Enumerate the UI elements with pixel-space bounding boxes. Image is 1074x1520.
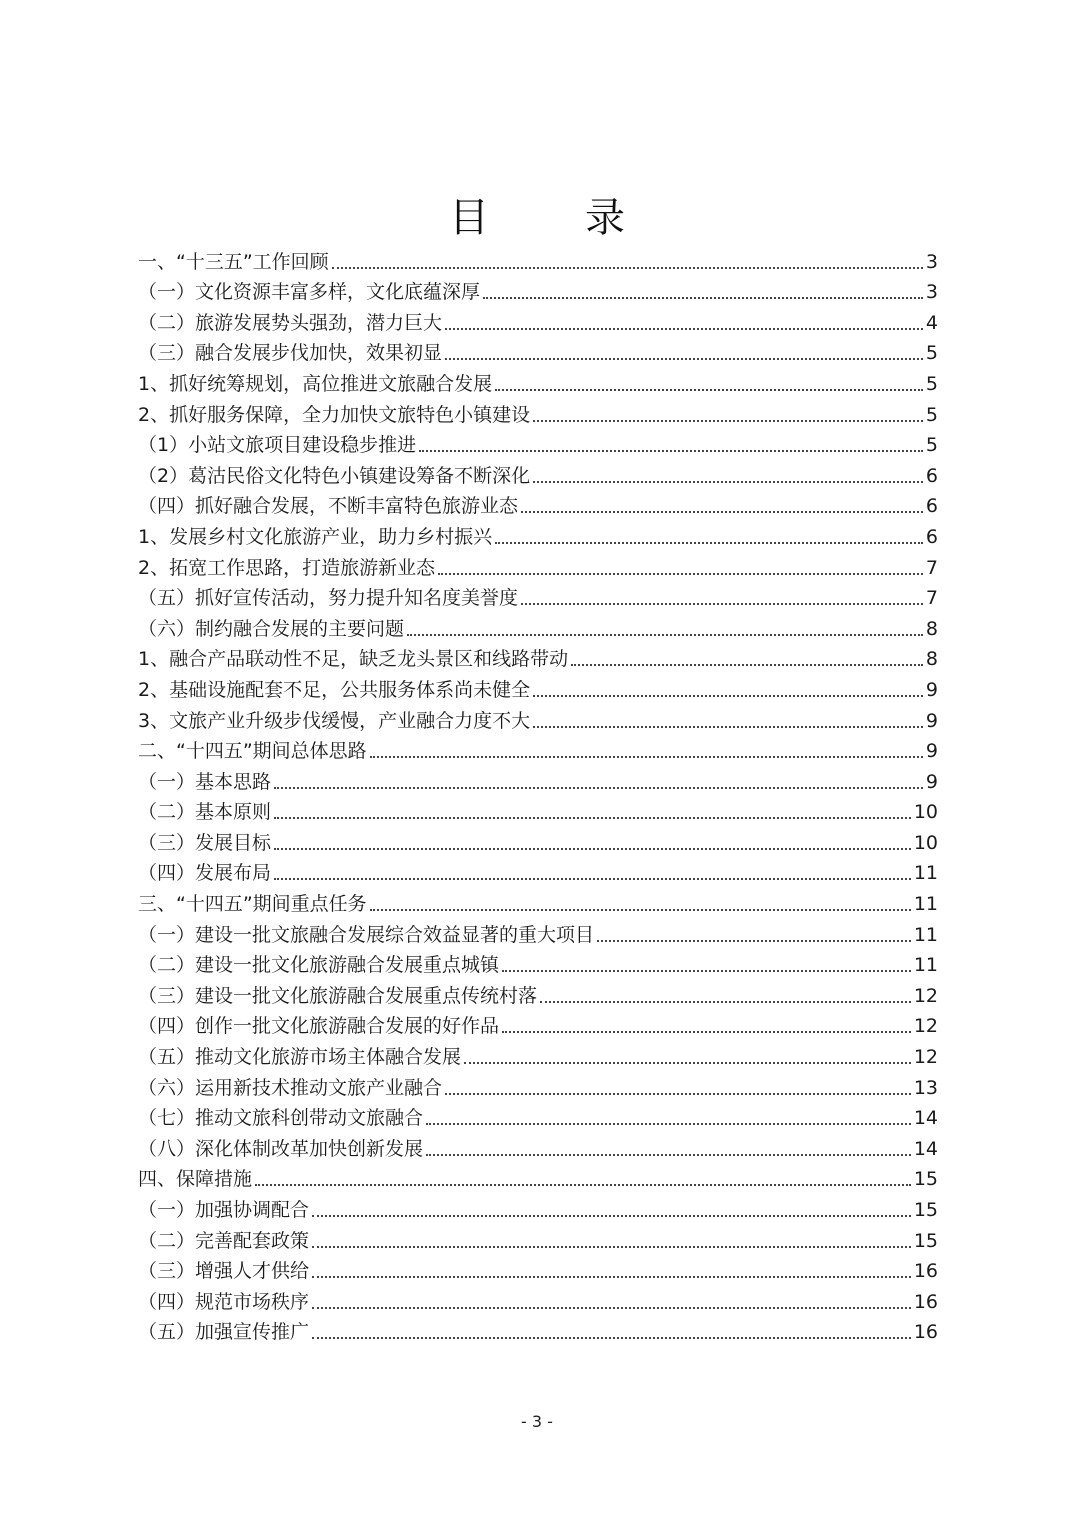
toc-entry-title: （六）运用新技术推动文旅产业融合	[138, 1076, 443, 1099]
dot-leader	[407, 634, 923, 636]
dot-leader	[312, 1337, 911, 1339]
dot-leader	[533, 726, 923, 728]
toc-entry-page: 13	[913, 1076, 938, 1099]
dot-leader	[445, 1093, 911, 1095]
toc-entry-title: 二、“十四五”期间总体思路	[138, 740, 367, 763]
toc-entry[interactable]	[138, 766, 938, 797]
toc-entry-title: （一）建设一批文旅融合发展综合效益显著的重大项目	[138, 923, 595, 946]
dot-leader	[521, 511, 923, 513]
toc-entry-page: 16	[913, 1290, 938, 1313]
toc-entry-title: （1）小站文旅项目建设稳步推进	[138, 434, 417, 457]
dot-leader	[426, 1154, 911, 1156]
toc-entry-title: 1、抓好统筹规划，高位推进文旅融合发展	[138, 372, 493, 395]
toc-entry-title: 一、“十三五”工作回顾	[138, 250, 329, 273]
dot-leader	[438, 573, 923, 575]
toc-entry[interactable]	[138, 399, 938, 430]
toc-entry[interactable]	[138, 797, 938, 828]
toc-entry-page: 5	[925, 434, 938, 457]
toc-entry-page: 5	[925, 403, 938, 426]
toc-entry-title: （一）基本思路	[138, 770, 272, 793]
page-number: - 3 -	[521, 1412, 553, 1431]
toc-entry-title: （七）推动文旅科创带动文旅融合	[138, 1107, 424, 1130]
toc-entry-page: 3	[925, 250, 938, 273]
toc-entry[interactable]	[138, 491, 938, 522]
toc-entry[interactable]	[138, 888, 938, 919]
dot-leader	[274, 787, 923, 789]
toc-entry[interactable]	[138, 1194, 938, 1225]
toc-entry[interactable]	[138, 858, 938, 889]
dot-leader	[597, 940, 911, 942]
toc-entry[interactable]	[138, 521, 938, 552]
toc-entry[interactable]	[138, 368, 938, 399]
toc-entry[interactable]	[138, 827, 938, 858]
dot-leader	[495, 389, 923, 391]
toc-entry-page: 15	[913, 1229, 938, 1252]
dot-leader	[521, 603, 923, 605]
dot-leader	[312, 1276, 911, 1278]
toc-entry-title: （一）文化资源丰富多样，文化底蕴深厚	[138, 281, 481, 304]
toc-entry-title: （一）加强协调配合	[138, 1199, 310, 1221]
toc-entry-page: 10	[913, 801, 938, 824]
toc-entry-title: 1、融合产品联动性不足，缺乏龙头景区和线路带动	[138, 648, 569, 671]
toc-entry[interactable]	[138, 674, 938, 705]
dot-leader	[274, 848, 911, 850]
toc-entry[interactable]	[138, 1011, 938, 1042]
toc-entry-page: 6	[925, 495, 938, 518]
toc-entry-page: 11	[913, 893, 938, 916]
toc-entry-page: 9	[925, 709, 938, 732]
toc-entry-page: 14	[913, 1107, 938, 1130]
toc-entry[interactable]	[138, 1225, 938, 1256]
toc-entry[interactable]	[138, 644, 938, 675]
dot-leader	[533, 695, 923, 697]
toc-entry-title: 2、拓宽工作思路，打造旅游新业态	[138, 556, 436, 579]
toc-entry-page: 6	[925, 464, 938, 487]
toc-entry-title: 四、保障措施	[138, 1168, 253, 1191]
toc-entry[interactable]	[138, 307, 938, 338]
toc-entry-page: 12	[913, 1046, 938, 1069]
toc-entry-title: （二）建设一批文化旅游融合发展重点城镇	[138, 954, 500, 977]
toc-entry-title: 2、基础设施配套不足，公共服务体系尚未健全	[138, 678, 531, 701]
toc-entry[interactable]	[138, 552, 938, 583]
toc-entry-page: 7	[925, 587, 938, 610]
toc-entry[interactable]	[138, 980, 938, 1011]
toc-entry-page: 15	[913, 1199, 938, 1221]
toc-entry-page: 11	[913, 954, 938, 977]
dot-leader	[370, 909, 911, 911]
toc-entry-page: 8	[925, 617, 938, 640]
dot-leader	[502, 1031, 911, 1033]
toc-entry[interactable]	[138, 583, 938, 614]
toc-entry[interactable]	[138, 613, 938, 644]
toc-entry-title: （四）规范市场秩序	[138, 1290, 310, 1313]
toc-entry-page: 6	[925, 525, 938, 548]
toc-entry[interactable]	[138, 460, 938, 491]
toc-entry-title: 三、“十四五”期间重点任务	[138, 893, 367, 916]
table-of-contents	[138, 246, 938, 1347]
dot-leader	[255, 1184, 911, 1186]
toc-entry[interactable]	[138, 430, 938, 461]
toc-entry-title: 2、抓好服务保障，全力加快文旅特色小镇建设	[138, 403, 531, 426]
toc-entry[interactable]	[138, 1256, 938, 1287]
dot-leader	[312, 1246, 911, 1248]
dot-leader	[426, 1123, 911, 1125]
toc-entry-title: （六）制约融合发展的主要问题	[138, 617, 405, 640]
toc-entry-page: 5	[925, 372, 938, 395]
toc-entry[interactable]	[138, 1072, 938, 1103]
toc-entry[interactable]	[138, 736, 938, 767]
toc-entry[interactable]	[138, 1103, 938, 1134]
toc-entry-page: 11	[913, 923, 938, 946]
toc-entry-page: 9	[925, 740, 938, 763]
dot-leader	[483, 297, 923, 299]
toc-entry[interactable]	[138, 1041, 938, 1072]
dot-leader	[419, 450, 923, 452]
dot-leader	[312, 1215, 911, 1217]
toc-entry[interactable]	[138, 338, 938, 369]
toc-entry[interactable]	[138, 1164, 938, 1195]
dot-leader	[274, 878, 911, 880]
toc-entry-title: （二）完善配套政策	[138, 1229, 310, 1252]
toc-entry-title: （四）创作一批文化旅游融合发展的好作品	[138, 1015, 500, 1038]
toc-entry-title: （三）增强人才供给	[138, 1260, 310, 1283]
toc-entry-page: 3	[925, 281, 938, 304]
toc-entry[interactable]	[138, 705, 938, 736]
toc-entry[interactable]	[138, 1286, 938, 1317]
toc-entry-title: （五）加强宣传推广	[138, 1321, 310, 1344]
toc-entry-title: （二）基本原则	[138, 801, 272, 824]
toc-entry-page: 14	[913, 1137, 938, 1160]
toc-entry-title: （2）葛沽民俗文化特色小镇建设筹备不断深化	[138, 464, 531, 487]
toc-entry-page: 16	[913, 1260, 938, 1283]
dot-leader	[312, 1307, 911, 1309]
toc-entry-title: 3、文旅产业升级步伐缓慢，产业融合力度不大	[138, 709, 531, 732]
dot-leader	[332, 267, 923, 269]
toc-entry[interactable]	[138, 919, 938, 950]
toc-entry-title: （五）推动文化旅游市场主体融合发展	[138, 1046, 462, 1069]
dot-leader	[571, 664, 923, 666]
dot-leader	[274, 817, 911, 819]
toc-entry-title: （四）抓好融合发展，不断丰富特色旅游业态	[138, 495, 519, 518]
dot-leader	[445, 358, 923, 360]
toc-entry-title: （四）发展布局	[138, 862, 272, 885]
dot-leader	[495, 542, 923, 544]
toc-entry-title: （五）抓好宣传活动，努力提升知名度美誉度	[138, 587, 519, 610]
toc-entry[interactable]	[138, 1317, 938, 1348]
toc-entry[interactable]	[138, 246, 938, 277]
dot-leader	[502, 970, 911, 972]
toc-entry-page: 12	[913, 1015, 938, 1038]
toc-entry-page: 10	[913, 831, 938, 854]
dot-leader	[533, 420, 923, 422]
toc-entry-page: 11	[913, 862, 938, 885]
dot-leader	[445, 328, 923, 330]
dot-leader	[464, 1062, 911, 1064]
toc-entry-title: （二）旅游发展势头强劲，潜力巨大	[138, 311, 443, 334]
toc-entry-page: 16	[913, 1321, 938, 1344]
dot-leader	[540, 1001, 911, 1003]
toc-entry-page: 5	[925, 342, 938, 365]
toc-entry-page: 9	[925, 770, 938, 793]
toc-entry-page: 7	[925, 556, 938, 579]
dot-leader	[370, 756, 923, 758]
toc-entry-page: 4	[925, 311, 938, 334]
toc-entry-title: （三）发展目标	[138, 831, 272, 854]
toc-entry-title: 1、发展乡村文化旅游产业，助力乡村振兴	[138, 525, 493, 548]
toc-entry[interactable]	[138, 277, 938, 308]
dot-leader	[533, 481, 923, 483]
toc-entry-page: 8	[925, 648, 938, 671]
toc-entry-page: 9	[925, 678, 938, 701]
toc-title: 目 录	[449, 195, 653, 241]
toc-entry-page: 12	[913, 984, 938, 1007]
toc-entry-title: （三）建设一批文化旅游融合发展重点传统村落	[138, 984, 538, 1007]
toc-entry-title: （三）融合发展步伐加快，效果初显	[138, 342, 443, 365]
toc-entry[interactable]	[138, 950, 938, 981]
toc-entry-title: （八）深化体制改革加快创新发展	[138, 1137, 424, 1160]
toc-entry[interactable]	[138, 1133, 938, 1164]
toc-entry-page: 15	[913, 1168, 938, 1191]
